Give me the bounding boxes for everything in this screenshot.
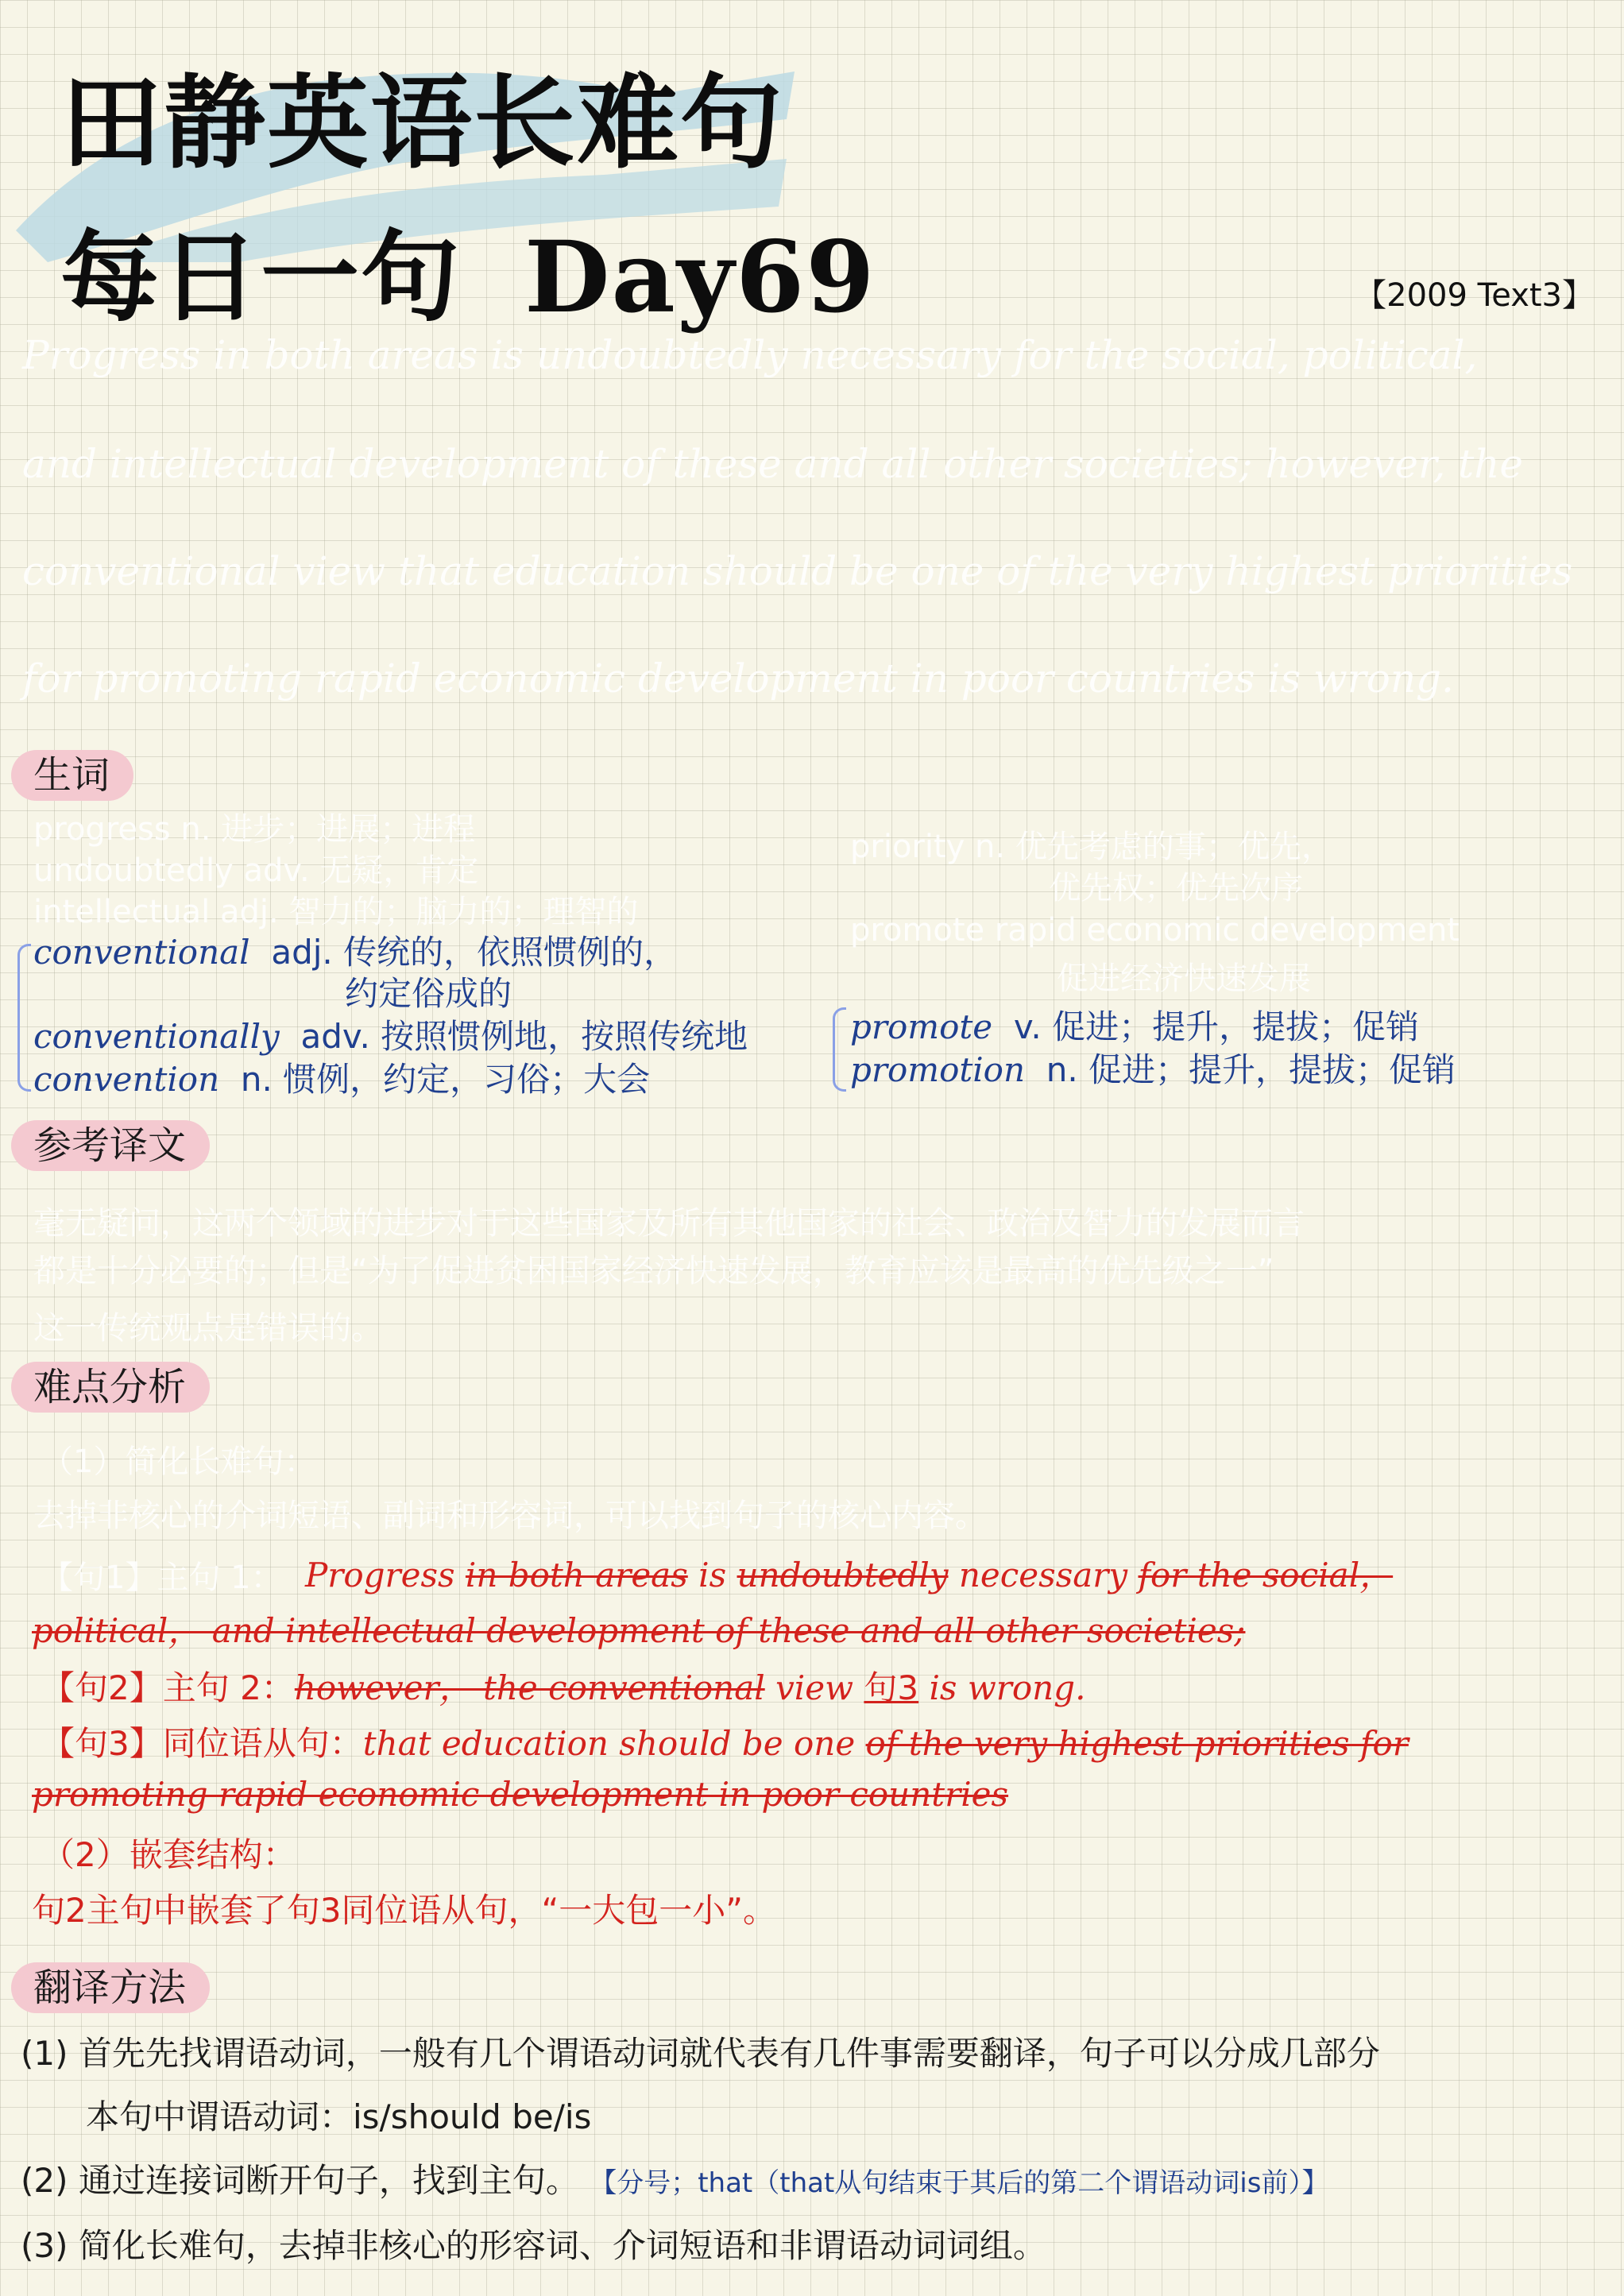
translation-line-1: 毫无疑问，这两个领域的进步对于这些国家及所有其他国家的社会、政治及智力的发展而言 xyxy=(33,1205,1305,1242)
clause1-subject: Progress xyxy=(305,1556,455,1594)
vocab-conventional xyxy=(33,926,677,974)
clause1-strike-adverb: undoubtedly xyxy=(737,1556,949,1594)
vocab-conventionally xyxy=(33,1011,748,1058)
vocab-brace-left xyxy=(17,944,31,1092)
clause3-line2 xyxy=(32,1775,1008,1814)
section-vocab-heading: 生词 xyxy=(11,750,133,801)
vocab-definition: n. 促进；提升，提拔；促销 xyxy=(1046,1050,1456,1089)
clause3 xyxy=(41,1718,1409,1765)
sentence-line-1: Progress in both areas is undoubtedly necessary for the social, political, xyxy=(22,332,1478,378)
analysis-step1-desc: 去掉非核心的介词短语、副词和形容词，可以找到句子的核心内容。 xyxy=(33,1498,987,1534)
analysis-step1: （1）简化长难句： xyxy=(41,1444,316,1480)
clause1-strike-line2: political， and intellectual development of these and all other societies; xyxy=(32,1611,1246,1650)
method-2-text: (2) 通过连接词断开句子，找到主句。 xyxy=(21,2161,579,2200)
clause3-core: that education should be one xyxy=(362,1724,856,1763)
vocab-faint-right-3: promote rapid economic development xyxy=(850,912,1460,949)
section-translation-heading: 参考译文 xyxy=(11,1120,210,1171)
translation-line-3: 这一传统观点是错误的。 xyxy=(33,1310,383,1347)
source-label: 【2009 Text3】 xyxy=(1355,277,1594,314)
vocab-conventional-def-cont: 约定俗成的 xyxy=(345,974,512,1013)
clause2-strike: however， the conventional xyxy=(294,1668,765,1707)
title-day-number: Day69 xyxy=(524,220,876,335)
clause3-label: 【句3】同位语从句： xyxy=(41,1724,363,1763)
clause2 xyxy=(41,1662,1085,1710)
clause1-strike-prep: in both areas xyxy=(465,1556,688,1594)
vocab-word: conventional xyxy=(33,933,250,972)
analysis-step2-desc: 句2主句中嵌套了句3同位语从句，“一大包一小”。 xyxy=(32,1891,776,1930)
section-method-heading: 翻译方法 xyxy=(11,1962,210,2013)
clause1-line1 xyxy=(305,1549,1393,1597)
clause2-is-wrong: is wrong. xyxy=(929,1668,1086,1707)
clause2-label: 【句2】主句 2： xyxy=(41,1668,295,1707)
vocab-faint-left-3: intellectual adj. 智力的；脑力的；理智的 xyxy=(33,894,639,930)
vocab-faint-right-4: 促进经济快速发展 xyxy=(1057,961,1311,997)
clause3-strike: of the very highest priorities for xyxy=(865,1724,1409,1763)
vocab-promote xyxy=(850,1001,1419,1049)
translation-line-2: 都是十分必要的；但是“为了促进贫困国家经济快速发展，教育应该是最高的优先级之一” xyxy=(33,1253,1274,1289)
vocab-faint-right-2: 优先权；优先次序 xyxy=(1049,870,1303,906)
clause1-strike-for: for the social， xyxy=(1138,1556,1394,1594)
sentence-line-4: for promoting rapid economic development in poor countries is wrong. xyxy=(22,655,1454,702)
vocab-convention xyxy=(33,1053,650,1101)
clause1-label: 【句1】主句 1： xyxy=(41,1560,283,1596)
method-2-note: 【分号；that（that从句结束于其后的第二个谓语动词is前）】 xyxy=(590,2167,1329,2199)
clause2-ref: 句3 xyxy=(864,1668,919,1707)
vocab-faint-right-1: priority n. 优先考虑的事；优先， xyxy=(850,829,1333,865)
vocab-word: conventionally xyxy=(33,1017,280,1056)
method-2 xyxy=(21,2155,1328,2202)
sentence-line-3: conventional view that education should be one of the very highest priorities xyxy=(22,548,1573,594)
title-line-2 xyxy=(60,199,876,340)
section-analysis-heading: 难点分析 xyxy=(11,1362,210,1413)
analysis-step2: （2）嵌套结构： xyxy=(41,1835,296,1874)
vocab-word: promotion xyxy=(850,1050,1026,1089)
vocab-faint-left-2: undoubtedly adv. 无疑，肯定 xyxy=(33,852,479,889)
clause3-strike-line2: promoting rapid economic development in poor countries xyxy=(32,1775,1009,1814)
clause1-verb: is xyxy=(698,1556,727,1594)
vocab-definition: adj. 传统的，依照惯例的， xyxy=(271,933,678,972)
method-1-verbs: 本句中谓语动词：is/should be/is xyxy=(86,2097,592,2136)
clause2-view: view xyxy=(775,1668,854,1707)
vocab-definition: v. 促进；提升，提拔；促销 xyxy=(1013,1007,1420,1046)
clause1-predicative: necessary xyxy=(958,1556,1128,1594)
method-1: (1) 首先先找谓语动词，一般有几个谓语动词就代表有几件事需要翻译，句子可以分成几部分 xyxy=(21,2034,1380,2073)
vocab-definition: n. 惯例，约定，习俗；大会 xyxy=(240,1060,651,1099)
title-daily-sentence: 每日一句 xyxy=(60,220,462,335)
sentence-line-2: and intellectual development of these and all other societies; however, the xyxy=(22,441,1524,487)
vocab-word: convention xyxy=(33,1060,220,1099)
vocab-faint-left-1: progress n. 进步；进展；进程 xyxy=(33,811,476,848)
clause1-line2 xyxy=(32,1605,1245,1652)
title-line-1: 田静英语长难句 xyxy=(60,64,784,183)
vocab-brace-right xyxy=(833,1007,846,1092)
vocab-word: promote xyxy=(850,1007,993,1046)
vocab-promotion xyxy=(850,1044,1456,1092)
vocab-definition: adv. 按照惯例地，按照传统地 xyxy=(300,1017,748,1056)
method-3: (3) 简化长难句，去掉非核心的形容词、介词短语和非谓语动词词组。 xyxy=(21,2226,1046,2265)
